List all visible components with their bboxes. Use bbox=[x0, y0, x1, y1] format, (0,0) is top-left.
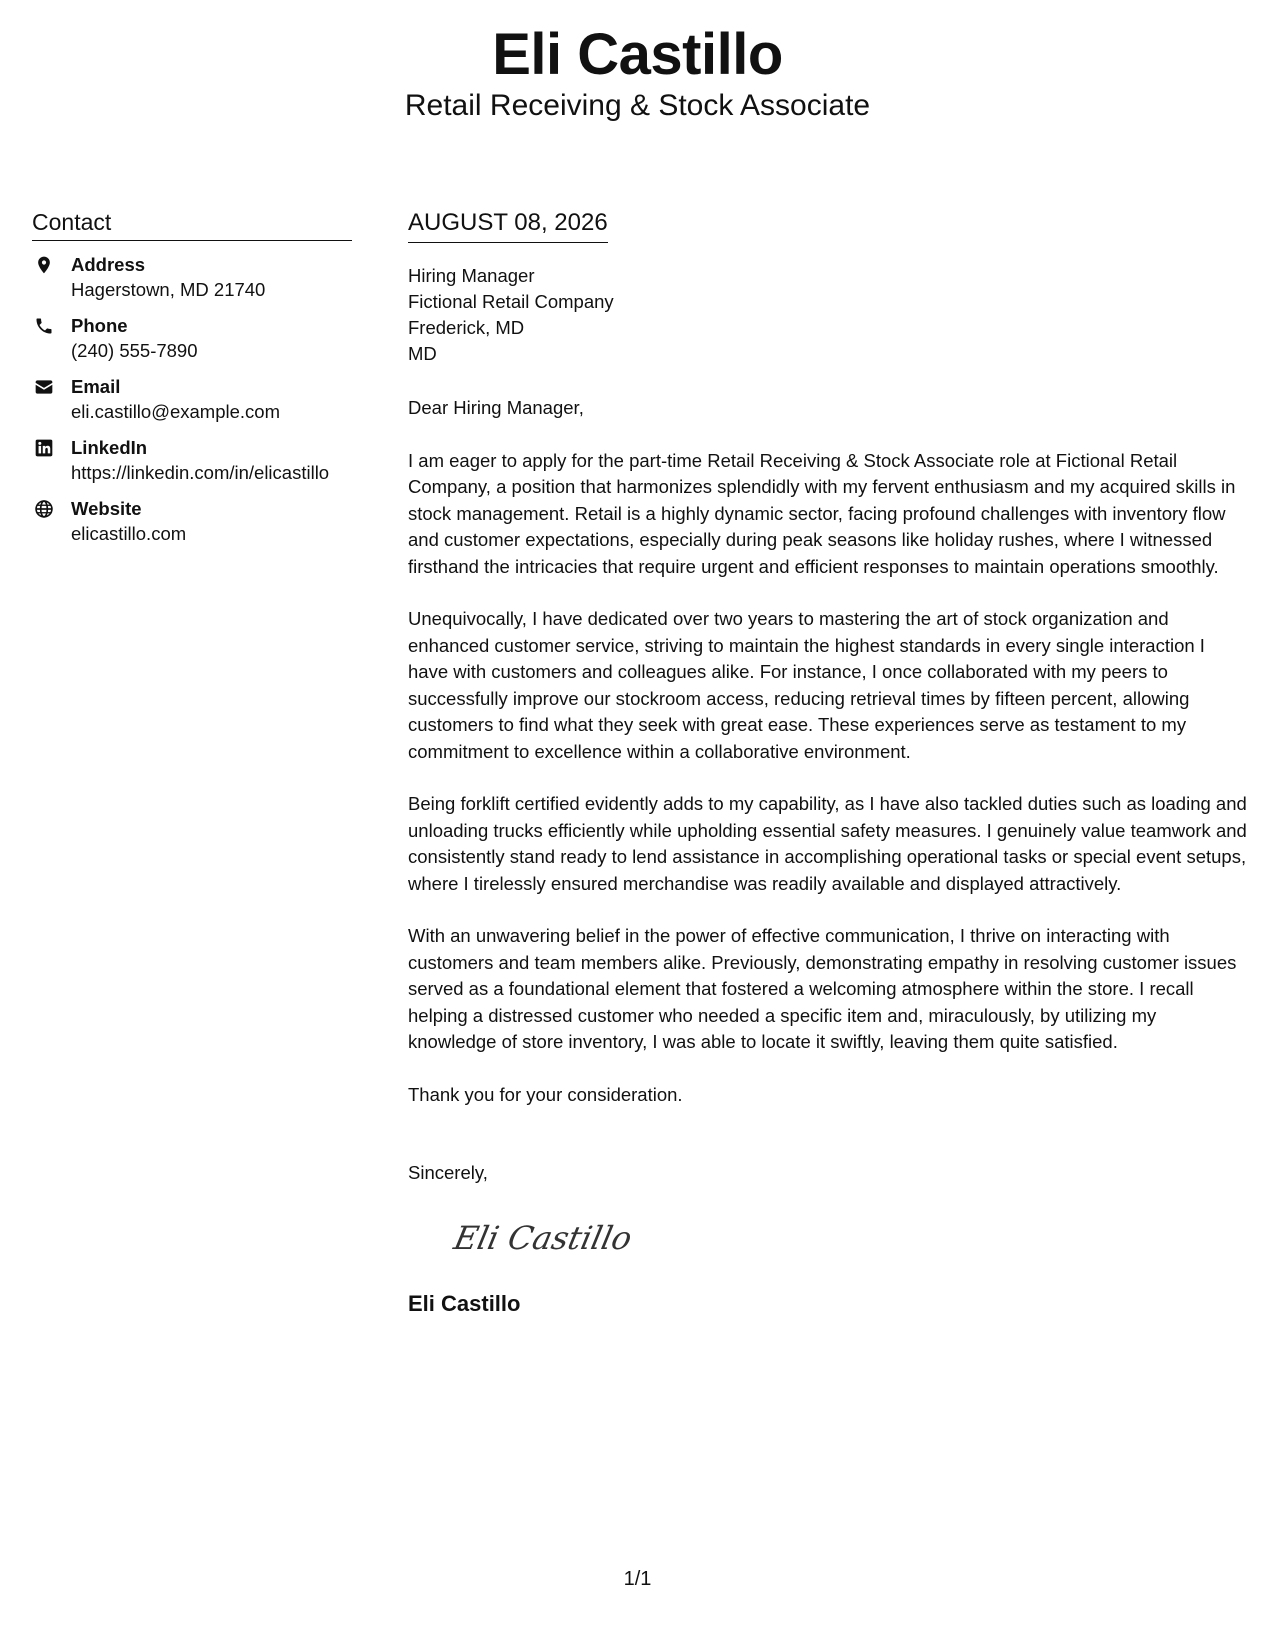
handwritten-signature bbox=[448, 1213, 638, 1263]
applicant-title: Retail Receiving & Stock Associate bbox=[404, 89, 871, 122]
applicant-name: Eli Castillo bbox=[492, 22, 783, 87]
body-paragraph: With an unwavering belief in the power of effective communication, I thrive on interacting with customers and team members alike. Previously, demonstrating empathy in resolving customer issues served as a foundational element that fostered a welcoming atmosphere within the store. I recall helping a distressed customer who needed a specific item and, miraculously, by utilizing my knowledge of store inventory, I was able to locate it swiftly, leaving them quite satisfied. bbox=[408, 925, 1237, 1052]
letter-header bbox=[0, 22, 1275, 124]
contact-sidebar bbox=[32, 208, 352, 546]
recipient-block bbox=[408, 263, 1248, 367]
salutation: Dear Hiring Manager, bbox=[408, 397, 584, 418]
contact-label: LinkedIn bbox=[71, 437, 148, 458]
map-pin-icon bbox=[34, 255, 54, 275]
closing-line: Thank you for your consideration. bbox=[408, 1083, 683, 1105]
contact-value: (240) 555-7890 bbox=[71, 340, 198, 361]
page-number: 1/1 bbox=[623, 1568, 652, 1590]
globe-icon bbox=[34, 499, 54, 519]
recipient-line: Frederick, MD bbox=[408, 317, 525, 338]
contact-label: Address bbox=[71, 254, 146, 275]
body-paragraph: Unequivocally, I have dedicated over two years to mastering the art of stock organization and enhanced customer service, striving to maintain the highest standards in every single interaction I have with customers and colleagues alike. For instance, I once collaborated with my peers to successfully improve our stockroom access, reducing retrieval times by fifteen percent, allowing customers to find what they seek with great ease. These experiences serve as testament to my commitment to excellence within a collaborative environment. bbox=[408, 608, 1205, 762]
envelope-icon bbox=[34, 377, 54, 397]
contact-value: Hagerstown, MD 21740 bbox=[71, 279, 266, 300]
signer-name: Eli Castillo bbox=[408, 1291, 521, 1316]
recipient-line: MD bbox=[408, 343, 437, 364]
contact-label: Phone bbox=[71, 315, 128, 336]
recipient-line: Fictional Retail Company bbox=[408, 291, 614, 312]
recipient-line: Hiring Manager bbox=[408, 265, 535, 286]
contact-value[interactable]: elicastillo.com bbox=[71, 523, 187, 544]
contact-item-linkedin bbox=[32, 435, 352, 485]
contact-item-email bbox=[32, 374, 352, 424]
linkedin-icon bbox=[34, 438, 54, 458]
letter-body bbox=[408, 208, 1248, 1318]
contact-item-address bbox=[32, 252, 352, 302]
body-paragraph: Being forklift certified evidently adds to my capability, as I have also tackled duties such as loading and unloading trucks efficiently while upholding essential safety measures. I genuinely value teamwork and consistently stand ready to lend assistance in accomplishing operational tasks or special event setups, where I tirelessly ensured merchandise was readily available and displayed attractively. bbox=[408, 793, 1247, 894]
contact-heading: Contact bbox=[32, 208, 352, 241]
contact-value[interactable]: eli.castillo@example.com bbox=[71, 401, 280, 422]
contact-item-website bbox=[32, 496, 352, 546]
signoff: Sincerely, bbox=[408, 1162, 488, 1183]
contact-label: Email bbox=[71, 376, 121, 397]
body-paragraph: I am eager to apply for the part-time Retail Receiving & Stock Associate role at Fictional Retail Company, a position that harmonizes splendidly with my fervent enthusiasm and my acquired skills in stock management. Retail is a highly dynamic sector, facing profound challenges with inventory flow and customer expectations, especially during peak seasons like holiday rushes, where I witnessed firsthand the intricacies that require urgent and efficient responses to maintain operations smoothly. bbox=[408, 449, 1236, 577]
phone-icon bbox=[34, 316, 54, 336]
contact-label: Website bbox=[71, 498, 142, 519]
contact-value[interactable]: https://linkedin.com/in/elicastillo bbox=[71, 462, 330, 483]
letter-date: AUGUST 08, 2026 bbox=[408, 208, 608, 243]
svg-text:Eli Castillo: Eli Castillo bbox=[450, 1218, 636, 1257]
contact-item-phone bbox=[32, 313, 352, 363]
